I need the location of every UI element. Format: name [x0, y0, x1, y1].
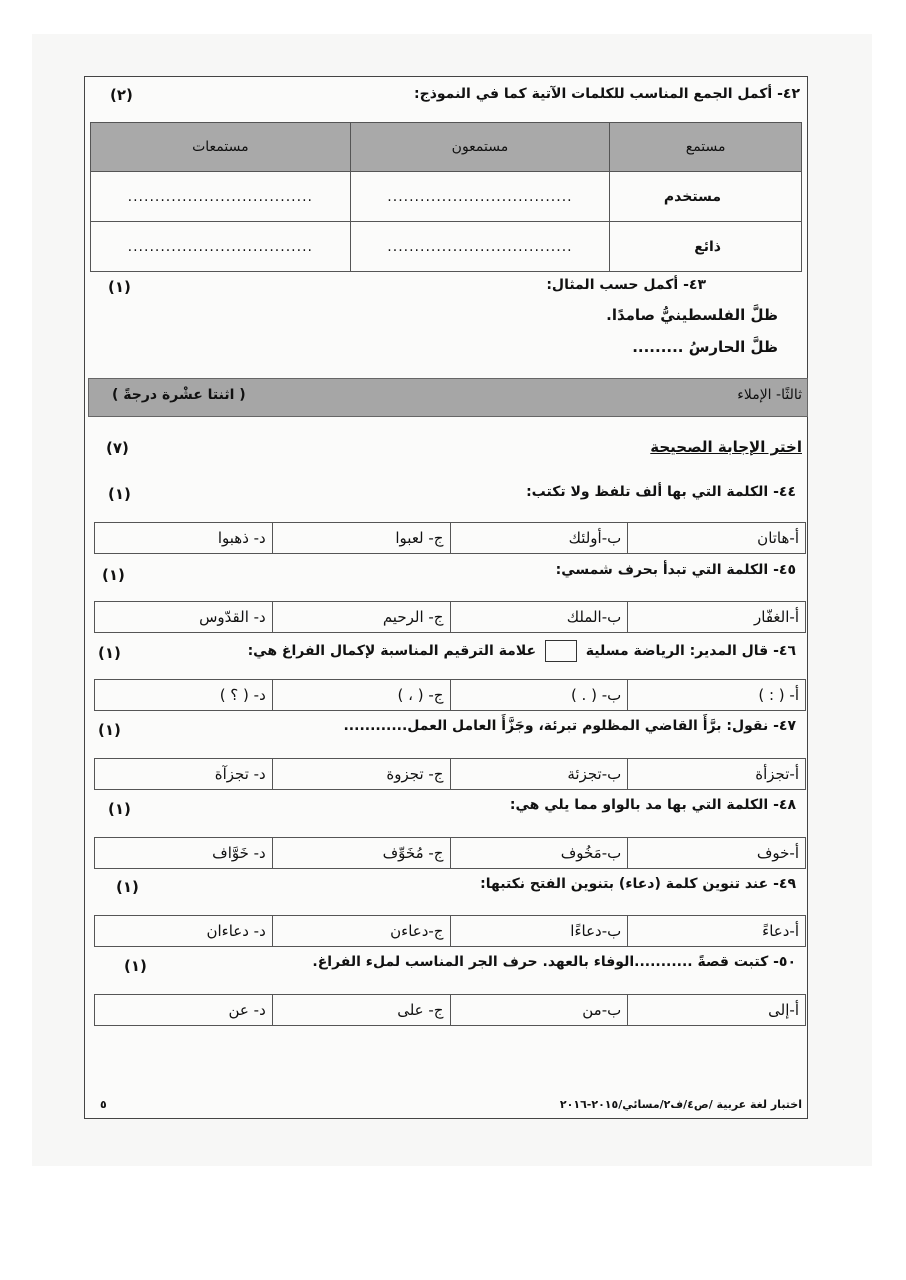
option[interactable]: أ-إلى — [628, 995, 806, 1026]
option[interactable]: ج- لعبوا — [272, 523, 450, 554]
question-47: ٤٧- نقول: برَّأَ القاضي المظلوم تبرئة، وجَزَّأَ العامل العمل............ — [343, 718, 796, 734]
option[interactable]: ب- ( . ) — [450, 680, 628, 711]
question-45: ٤٥- الكلمة التي تبدأ بحرف شمسي: — [555, 562, 796, 578]
option[interactable]: أ- ( : ) — [628, 680, 806, 711]
mark-46: (١) — [98, 644, 121, 662]
option[interactable]: د- تجزآة — [95, 759, 273, 790]
option[interactable]: ج- على — [272, 995, 450, 1026]
instruction-mark: (٧) — [106, 439, 129, 457]
options-46 — [94, 679, 806, 711]
option[interactable]: أ-هاتان — [628, 523, 806, 554]
option[interactable]: ج- ( ، ) — [272, 680, 450, 711]
option[interactable]: د- ( ؟ ) — [95, 680, 273, 711]
option[interactable]: أ-خوف — [628, 838, 806, 869]
options-48 — [94, 837, 806, 869]
option[interactable]: ب-دعاءًا — [450, 916, 628, 947]
option[interactable]: د- عن — [95, 995, 273, 1026]
header-fem-plural: مستمعات — [91, 123, 351, 172]
mark-44: (١) — [108, 485, 131, 503]
question-48: ٤٨- الكلمة التي بها مد بالواو مما يلي هي: — [509, 797, 796, 813]
options-49 — [94, 915, 806, 947]
option[interactable]: د- خَوَّاف — [95, 838, 273, 869]
option[interactable]: د- دعاءان — [95, 916, 273, 947]
blank-box[interactable] — [545, 640, 577, 662]
option[interactable]: ب-أولئك — [450, 523, 628, 554]
question-42: ٤٢- أكمل الجمع المناسب للكلمات الآتية كما في النموذج: — [414, 86, 800, 102]
options-47 — [94, 758, 806, 790]
option[interactable]: د- القدّوس — [95, 602, 273, 633]
option[interactable]: أ-دعاءً — [628, 916, 806, 947]
table-word: مستخدم — [610, 172, 802, 222]
example-sentence: ظلَّ الفلسطينيُّ صامدًا. — [606, 306, 778, 324]
option[interactable]: ج- مُخَوِّف — [272, 838, 450, 869]
header-singular: مستمع — [610, 123, 802, 172]
section-points: ( اثنتا عشْرة درجةً ) — [112, 387, 246, 403]
option[interactable]: أ-الغفّار — [628, 602, 806, 633]
footer-text: اختبار لغة عربية /ص٤/ف٢/مسائي/٢٠١٥-٢٠١٦ — [559, 1098, 802, 1111]
blank-field[interactable]: .................................. — [350, 172, 610, 222]
mark-45: (١) — [102, 566, 125, 584]
question-46-start: ٤٦- قال المدير: الرياضة مسلية — [585, 643, 796, 659]
options-45 — [94, 601, 806, 633]
option[interactable]: أ-تجزأة — [628, 759, 806, 790]
options-50 — [94, 994, 806, 1026]
fill-prompt[interactable]: ظلَّ الحارسُ ......... — [632, 338, 778, 356]
table-word: ذائع — [610, 222, 802, 272]
option[interactable]: ج- الرحيم — [272, 602, 450, 633]
page-number: ٥ — [100, 1098, 107, 1111]
option[interactable]: د- ذهبوا — [95, 523, 273, 554]
option[interactable]: ج- تجزوة — [272, 759, 450, 790]
mark-47: (١) — [98, 721, 121, 739]
question-46-end: علامة الترقيم المناسبة لإكمال الفراغ هي: — [247, 643, 537, 659]
option[interactable]: ب-من — [450, 995, 628, 1026]
option[interactable]: ب-الملك — [450, 602, 628, 633]
mark-42: (٢) — [110, 86, 133, 104]
options-44 — [94, 522, 806, 554]
header-masc-plural: مستمعون — [350, 123, 610, 172]
option[interactable]: ج-دعاءن — [272, 916, 450, 947]
question-50: ٥٠- كتبت قصةً ...........الوفاء بالعهد. حرف الجر المناسب لملء الفراغ. — [312, 954, 796, 970]
instruction-heading: اختر الإجابة الصحيحة — [650, 438, 802, 456]
blank-field[interactable]: .................................. — [91, 172, 351, 222]
question-46 — [248, 640, 796, 662]
question-44: ٤٤- الكلمة التي بها ألف تلفظ ولا تكتب: — [526, 484, 796, 500]
mark-49: (١) — [116, 878, 139, 896]
blank-field[interactable]: .................................. — [91, 222, 351, 272]
option[interactable]: ب-تجزئة — [450, 759, 628, 790]
question-43: ٤٣- أكمل حسب المثال: — [546, 277, 706, 293]
option[interactable]: ب-مَخُوف — [450, 838, 628, 869]
mark-50: (١) — [124, 957, 147, 975]
blank-field[interactable]: .................................. — [350, 222, 610, 272]
question-49: ٤٩- عند تنوين كلمة (دعاء) بتنوين الفتح نكتبها: — [480, 876, 796, 892]
mark-48: (١) — [108, 800, 131, 818]
section-title: ثالثًا- الإملاء — [737, 387, 802, 403]
mark-43: (١) — [108, 278, 131, 296]
model-table — [90, 122, 802, 272]
